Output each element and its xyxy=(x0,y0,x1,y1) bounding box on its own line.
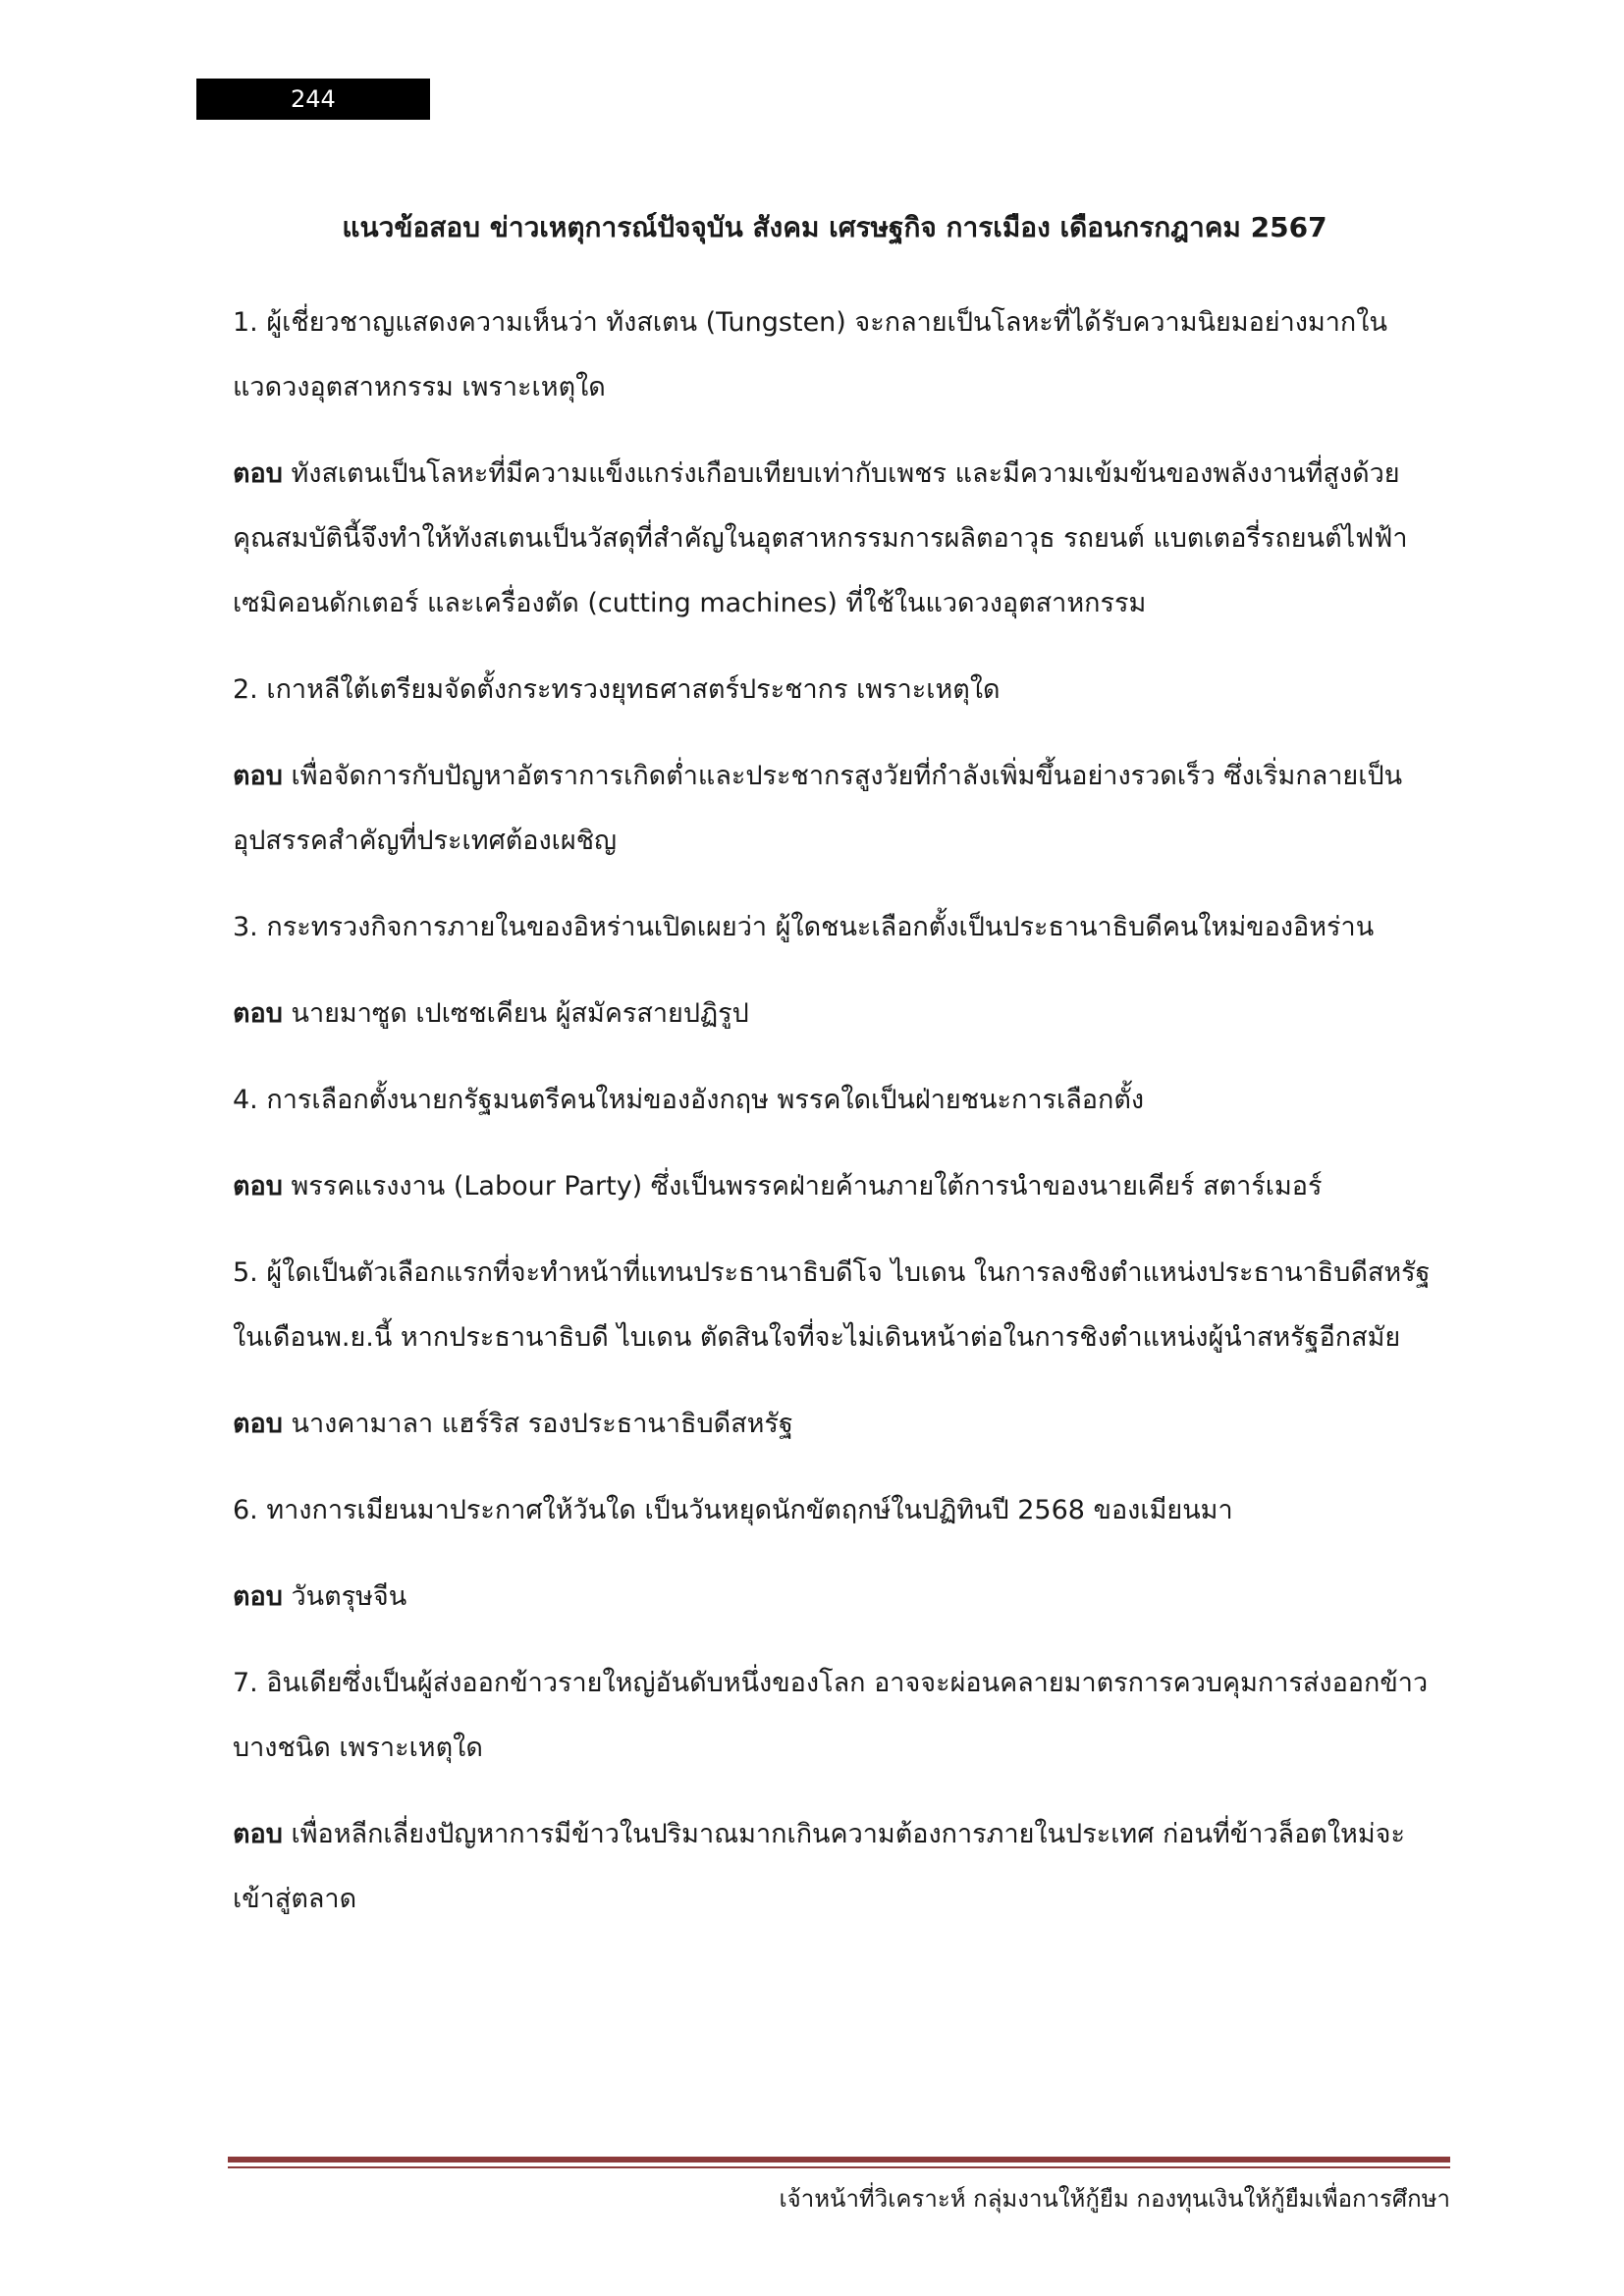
footer-text: เจ้าหน้าที่วิเคราะห์ กลุ่มงานให้กู้ยืม กองทุนเงินให้กู้ยืมเพื่อการศึกษา xyxy=(779,2185,1450,2213)
answer-5 xyxy=(233,1392,1440,1457)
answer-text: พรรคแรงงาน (Labour Party) ซึ่งเป็นพรรคฝ่ายค้านภายใต้การนำของนายเคียร์ สตาร์เมอร์ xyxy=(291,1171,1323,1201)
answer-text: นายมาซูด เปเซชเคียน ผู้สมัครสายปฏิรูป xyxy=(291,998,749,1029)
page-number: 244 xyxy=(196,79,430,120)
answer-label: ตอบ xyxy=(233,998,283,1029)
answer-label: ตอบ xyxy=(233,1171,283,1201)
answer-label: ตอบ xyxy=(233,1409,283,1439)
answer-3 xyxy=(233,982,1440,1046)
question-4: 4. การเลือกตั้งนายกรัฐมนตรีคนใหม่ของอังกฤษ พรรคใดเป็นฝ่ายชนะการเลือกตั้ง xyxy=(233,1085,1145,1115)
qa-content xyxy=(233,291,1440,1953)
answer-text: เพื่อจัดการกับปัญหาอัตราการเกิดต่ำและประชากรสูงวัยที่กำลังเพิ่มขึ้นอย่างรวดเร็ว ซึ่งเริ่มกลายเป็นอุปสรรคสำคัญที่ประเทศต้องเผชิญ xyxy=(233,761,1403,856)
question-7: 7. อินเดียซึ่งเป็นผู้ส่งออกข้าวรายใหญ่อันดับหนึ่งของโลก อาจจะผ่อนคลายมาตรการควบคุมการส่งออกข้าวบางชนิด เพราะเหตุใด xyxy=(233,1668,1429,1763)
question-5: 5. ผู้ใดเป็นตัวเลือกแรกที่จะทำหน้าที่แทนประธานาธิบดีโจ ไบเดน ในการลงชิงตำแหน่งประธานาธิบดีสหรัฐในเดือนพ.ย.นี้ หากประธานาธิบดี ไบเดน ตัดสินใจที่จะไม่เดินหน้าต่อในการชิงตำแหน่งผู้นำสหรัฐอีกสมัย xyxy=(233,1257,1431,1353)
answer-text: นางคามาลา แฮร์ริส รองประธานาธิบดีสหรัฐ xyxy=(291,1409,793,1439)
answer-1 xyxy=(233,442,1440,636)
question-3: 3. กระทรวงกิจการภายในของอิหร่านเปิดเผยว่า ผู้ใดชนะเลือกตั้งเป็นประธานาธิบดีคนใหม่ของอิหร่าน xyxy=(233,912,1375,942)
answer-text: วันตรุษจีน xyxy=(291,1581,407,1612)
answer-2 xyxy=(233,744,1440,874)
answer-text: ทังสเตนเป็นโลหะที่มีความแข็งแกร่งเกือบเทียบเท่ากับเพชร และมีความเข้มข้นของพลังงานที่สูงด้วยคุณสมบัตินี้จึงทำให้ทังสเตนเป็นวัสดุที่สำคัญในอุตสาหกรรมการผลิตอาวุธ รถยนต์ แบตเตอรี่รถยนต์ไฟฟ้า เซมิคอนดักเตอร์ และเครื่องตัด (cutting machines) ที่ใช้ในแวดวงอุตสาหกรรม xyxy=(233,458,1408,618)
answer-label: ตอบ xyxy=(233,458,283,489)
question-1: 1. ผู้เชี่ยวชาญแสดงความเห็นว่า ทังสเตน (Tungsten) จะกลายเป็นโลหะที่ได้รับความนิยมอย่างมากในแวดวงอุตสาหกรรม เพราะเหตุใด xyxy=(233,307,1387,402)
answer-6 xyxy=(233,1565,1440,1629)
answer-label: ตอบ xyxy=(233,1581,283,1612)
answer-label: ตอบ xyxy=(233,761,283,791)
answer-text: เพื่อหลีกเลี่ยงปัญหาการมีข้าวในปริมาณมากเกินความต้องการภายในประเทศ ก่อนที่ข้าวล็อตใหม่จะเข้าสู่ตลาด xyxy=(233,1819,1405,1914)
answer-4 xyxy=(233,1154,1440,1219)
question-6: 6. ทางการเมียนมาประกาศให้วันใด เป็นวันหยุดนักขัตฤกษ์ในปฏิทินปี 2568 ของเมียนมา xyxy=(233,1495,1233,1525)
answer-label: ตอบ xyxy=(233,1819,283,1849)
footer-divider-thin xyxy=(228,2166,1450,2168)
footer-divider-thick xyxy=(228,2157,1450,2163)
answer-7 xyxy=(233,1802,1440,1932)
page-title: แนวข้อสอบ ข่าวเหตุการณ์ปัจจุบัน สังคม เศรษฐกิจ การเมือง เดือนกรกฎาคม 2567 xyxy=(342,211,1327,243)
question-2: 2. เกาหลีใต้เตรียมจัดตั้งกระทรวงยุทธศาสตร์ประชากร เพราะเหตุใด xyxy=(233,674,1001,705)
